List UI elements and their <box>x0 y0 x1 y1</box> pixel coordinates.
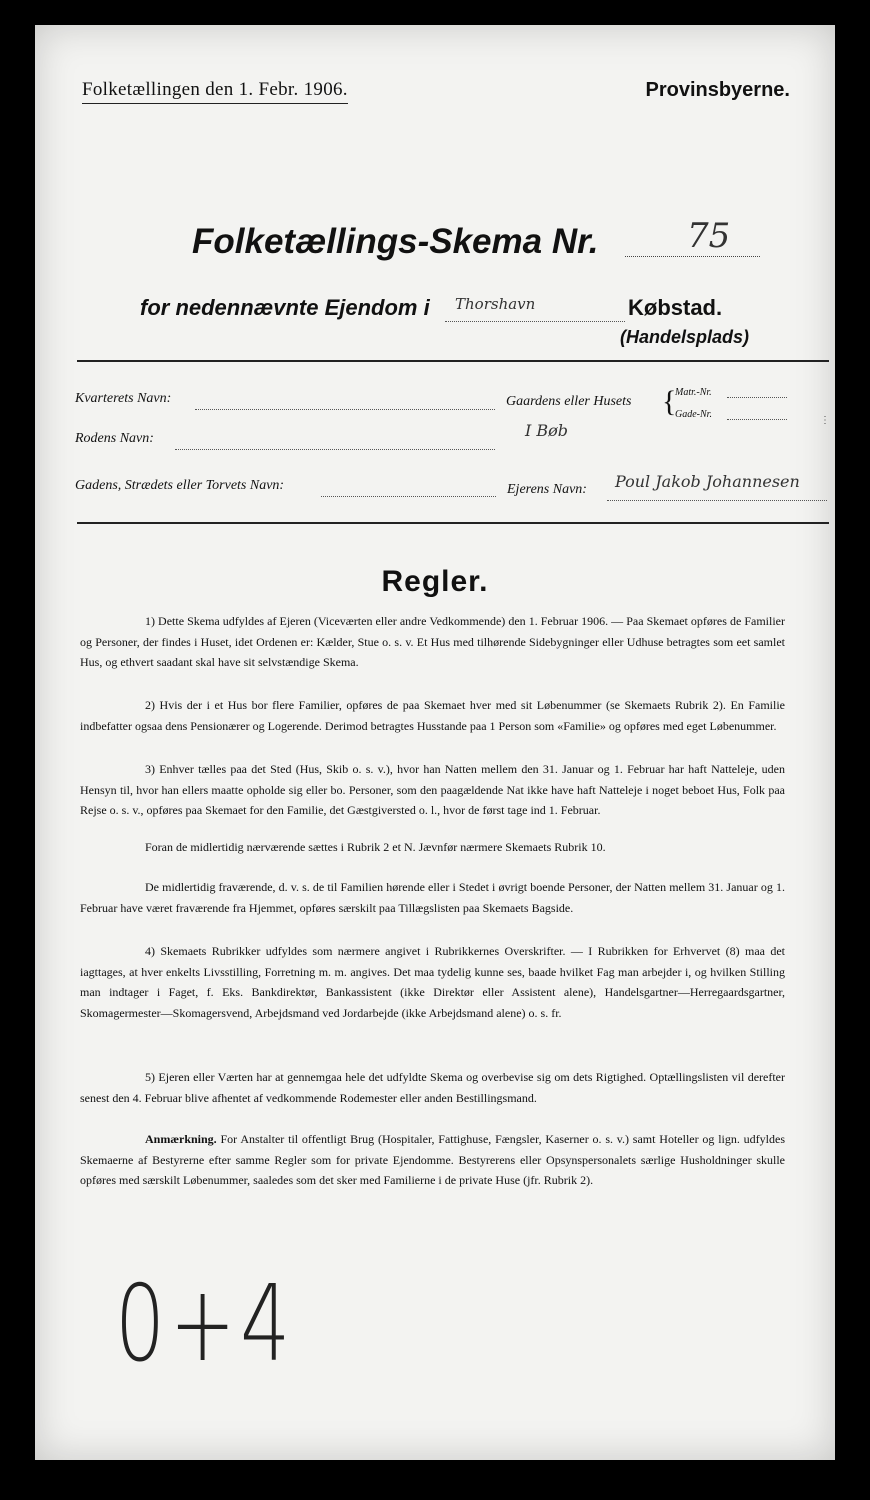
gade-nr-label: Gade-Nr. <box>675 409 712 420</box>
brace-glyph: { <box>662 385 677 418</box>
skema-number-field <box>625 218 760 257</box>
annotation-text: For Anstalter til offentligt Brug (Hospitaler, Fattighuse, Fængsler, Kaserner o. s. v.) samt Hoteller og lign. udfyldes Skemaerne af Bestyrerne efter samme Regler som for private Ejendomme. Bestyrerens eller Opsynspersonalets særlige Husholdninger skulle opføres med særskilt Løbenummer, saaledes som det sker med Familierne i de private Huse (jfr. Rubrik 2). <box>80 1132 786 1188</box>
rule-3: 3) Enhver tælles paa det Sted (Hus, Skib o. s. v.), hvor han Natten mellem den 31. Januar og 1. Februar har haft Natteleje, uden Hensyn til, hvor han ellers maatte opholde sig eller bo. Personer, som den paagældende Nat ikke have haft Natteleje i noget beboet Hus, Folk paa Rejse o. s. v., opføres paa Skemaet for den Familie, det Gæstgiversted o. l., hvor de først tage ind 1. Februar. <box>80 762 785 818</box>
skema-number-handwritten: 75 <box>687 216 731 256</box>
annotation-label: Anmærkning. <box>145 1132 217 1146</box>
matr-label: Matr.-Nr. <box>675 387 712 398</box>
form-title: Folketællings-Skema Nr. <box>192 222 599 261</box>
rule-3b: Foran de midlertidig nærværende sættes i Rubrik 2 et N. Jævnfør nærmere Skemaets Rubrik 10. <box>145 840 606 854</box>
rule-5: 5) Ejeren eller Værten har at gennemgaa hele det udfyldte Skema og overbevise sig om dets Rigtighed. Optællingslisten vil derefter senest den 4. Februar blive afhentet af vedkommende Rodemester eller anden Bestillingsmand. <box>80 1070 785 1105</box>
kobstad-label: Købstad. <box>628 295 723 320</box>
rule-1: 1) Dette Skema udfyldes af Ejeren (Viceværten eller andre Vedkommende) den 1. Februar 1906. — Paa Skemaet opføres de Familier og Personer, der findes i Huset, idet Ordenen er: Kælder, Stue o. s. v. Et Hus med tilhørende Sidebygninger eller Udhuse betragtes som eet samlet Hus, og ethvert saadant skal have sit selvstændige Skema. <box>80 614 785 670</box>
rules-heading: Regler. <box>381 565 489 598</box>
rule-4: 4) Skemaets Rubrikker udfyldes som nærmere angivet i Rubrikkernes Overskrifter. — I Rubrikken for Erhvervet (8) maa det iagttages, at hver enkelts Livsstilling, Forretning m. m. angives. Det maa tydelig kunne ses, baade hvilket Fag man arbejder i, og hvilken Stilling man indtager i Faget, f. Eks. Bankdirektør, Bankassistent (ikke Direktør eller Assistent alene), Handelsgartner—Herregaardsgartner, Skomagermester—Skomagersvend, Arbejdsmand ved Jordarbejde (ikke Arbejdsmand alene) o. s. fr. <box>80 944 785 1021</box>
top-divider <box>77 360 829 362</box>
region-label: Provinsbyerne. <box>645 79 790 101</box>
town-handwritten: Thorshavn <box>455 295 536 313</box>
census-form-page <box>35 25 835 1460</box>
edge-marks: ⋮ <box>820 415 830 426</box>
annotation-note <box>80 1129 785 1191</box>
gade-nr-field <box>727 407 787 420</box>
rule-2: 2) Hvis der i et Hus bor flere Familier, opføres de paa Skemaet hver med sit Løbenummer (se Skemaets Rubrik 2). En Familie indbefatter ogsaa dens Pensionærer og Logerende. Derimod betragtes Husstande paa 1 Person som «Familie» og opføres med eget Løbenummer. <box>80 698 785 733</box>
gade-name-field <box>321 482 496 497</box>
town-field <box>445 295 625 322</box>
gaard-label: Gaardens eller Husets <box>506 394 632 409</box>
ejer-label: Ejerens Navn: <box>507 482 587 497</box>
kvarter-label: Kvarterets Navn: <box>75 391 172 406</box>
rule-3c: De midlertidig fraværende, d. v. s. de til Familien hørende eller i Stedet i øvrigt boende Personer, der Natten mellem 31. Januar og 1. Februar have været fraværende fra Hjemmet, opføres særskilt paa Tillægslisten paa Skemaets Bagside. <box>80 880 785 915</box>
rode-label: Rodens Navn: <box>75 431 154 446</box>
rode-field <box>175 435 495 450</box>
kvarter-field <box>195 395 495 410</box>
matr-field <box>727 385 787 398</box>
gade-name-label: Gadens, Strædets eller Torvets Navn: <box>75 478 285 493</box>
handwritten-tally: 0+4 <box>115 1263 295 1385</box>
rode-handwritten: I Bøb <box>525 421 569 440</box>
ejer-handwritten: Poul Jakob Johannesen <box>615 472 800 491</box>
property-line: for nedennævnte Ejendom i <box>140 295 430 320</box>
fields-divider <box>77 522 829 524</box>
census-date-header: Folketællingen den 1. Febr. 1906. <box>82 79 348 101</box>
handelsplads-label: (Handelsplads) <box>620 327 750 347</box>
